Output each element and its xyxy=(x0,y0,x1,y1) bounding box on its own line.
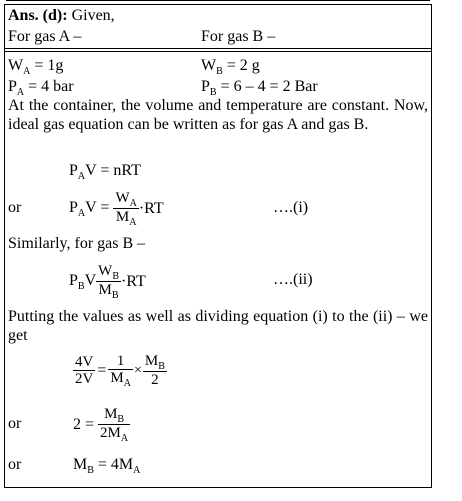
mass-row xyxy=(5,56,431,77)
answer-box xyxy=(4,4,432,488)
equation-tag-i: ….(i) xyxy=(273,199,309,216)
equation-gas-b: $P_BV$ $\frac{W_B}{M_B}$ ·RT xyxy=(69,262,146,301)
fraction-mb-2ma: $\frac{M_B}{2M_A}$ xyxy=(100,405,129,444)
fraction-mb-2: $\frac{M_B}{2}$ xyxy=(144,352,165,388)
equation-gas-a: $P_AV$ = $\frac{W_A}{M_A}$ ·RT xyxy=(69,189,164,228)
eq6-or: or xyxy=(8,456,22,473)
divider-1 xyxy=(5,48,431,49)
paragraph-dividing: Putting the values as well as dividing equation (i) to the (ii) – we get xyxy=(8,308,428,344)
equation-ratio: $\frac{4V}{2V}$ = $\frac{1}{M_A}$ × $\frac{M_B}{2}$ xyxy=(75,352,165,389)
fraction-wb-mb: $\frac{W_B}{M_B}$ xyxy=(98,262,119,301)
pressure-row xyxy=(5,77,431,98)
answer-label: Ans. (d): xyxy=(8,7,68,24)
fraction-4v-2v: $\frac{4V}{2V}$ xyxy=(75,353,94,387)
mass-b: $W_B = 2$ g xyxy=(201,57,260,77)
pressure-a: $P_A = 4$ bar xyxy=(8,78,74,98)
page-top-rule xyxy=(6,0,430,3)
eq2-or: or xyxy=(8,199,22,216)
gas-b-label: For gas B – xyxy=(201,28,276,45)
gas-a-label: For gas A – xyxy=(8,28,82,45)
eq5-or: or xyxy=(8,415,22,432)
gas-labels-row xyxy=(5,27,431,46)
similarly-text: Similarly, for gas B – xyxy=(8,235,146,252)
fraction-wa-ma: $\frac{W_A}{M_A}$ xyxy=(115,189,137,228)
equation-result: $M_B = 4M_A$ xyxy=(73,456,141,476)
answer-header xyxy=(5,6,431,25)
equation-two: 2 = $\frac{M_B}{2M_A}$ xyxy=(73,405,129,444)
mass-a: $W_A = 1g$ xyxy=(8,57,64,77)
pressure-b: $P_B = 6 - 4 = 2$ Bar xyxy=(201,78,318,98)
given-text: Given, xyxy=(67,7,115,24)
paragraph-ideal-gas: At the container, the volume and temperature are constant. Now, ideal gas equation can be written as for gas A and gas B. xyxy=(8,97,428,133)
fraction-1-ma: $\frac{1}{M_A}$ xyxy=(110,352,131,389)
equation-tag-ii: ….(ii) xyxy=(273,271,313,288)
equation-ideal-gas: $P_AV$ = nRT xyxy=(69,162,141,182)
divider-2 xyxy=(5,51,431,52)
